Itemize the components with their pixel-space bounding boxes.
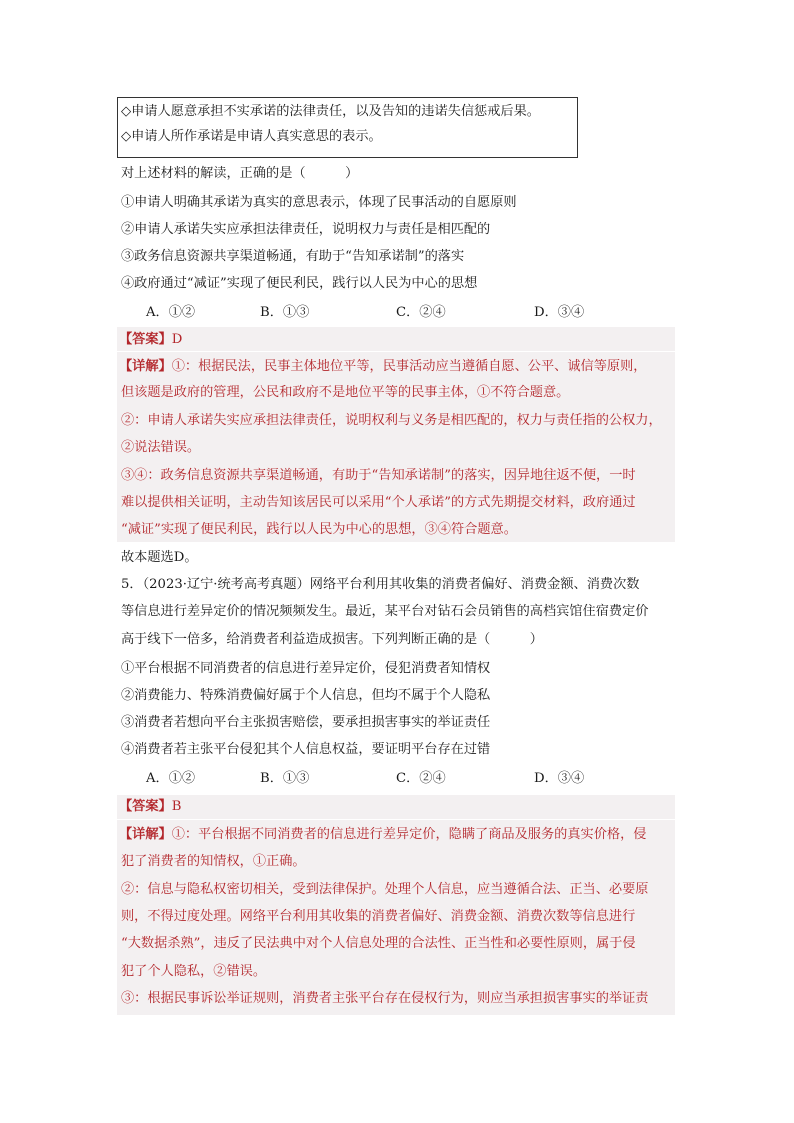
conclusion: 故本题选D。 <box>121 550 198 565</box>
detail-text: ①：根据民法，民事主体地位平等，民事活动应当遵循自愿、公平、诚信等原则， <box>171 359 647 374</box>
detail-line: ③：根据民事诉讼举证规则，消费者主张平台存在侵权行为，则应当承担损害事实的举证责 <box>121 991 649 1006</box>
answer-tag: 【答案】 <box>119 799 172 814</box>
statement: ④消费者若主张平台侵犯其个人信息权益，要证明平台存在过错 <box>121 742 491 757</box>
answer-highlight <box>117 327 675 351</box>
statement: ③消费者若想向平台主张损害赔偿，要承担损害事实的举证责任 <box>121 715 491 730</box>
detail-line <box>119 358 647 376</box>
option-b: B．①③ <box>260 305 310 320</box>
statement: ③政务信息资源共享渠道畅通，有助于“告知承诺制”的落实 <box>121 249 465 264</box>
statement: ④政府通过“减证”实现了便民利民，践行以人民为中心的思想 <box>121 276 478 291</box>
option-d: D．③④ <box>534 305 585 320</box>
question-stem: 等信息进行差异定价的情况频频发生。最近，某平台对钻石会员销售的高档宾馆住宿费定价 <box>121 604 649 619</box>
answer-line <box>119 798 181 816</box>
detail-line: “大数据杀熟”，违反了民法典中对个人信息处理的合法性、正当性和必要性原则，属于侵 <box>121 936 636 951</box>
detail-line: 则，不得过度处理。网络平台利用其收集的消费者偏好、消费金额、消费次数等信息进行 <box>121 909 636 924</box>
detail-line: ③④：政务信息资源共享渠道畅通，有助于“告知承诺制”的落实，因异地往返不便，一时 <box>121 468 636 483</box>
detail-text: ①：平台根据不同消费者的信息进行差异定价，隐瞒了商品及服务的真实价格，侵 <box>171 827 647 842</box>
answer-value: B <box>171 799 182 814</box>
statement: ①平台根据不同消费者的信息进行差异定价，侵犯消费者知情权 <box>121 661 491 676</box>
detail-line: ②：申请人承诺失实应承担法律责任，说明权利与义务是相匹配的，权力与责任指的公权力， <box>121 413 662 428</box>
statement: ②消费能力、特殊消费偏好属于个人信息，但均不属于个人隐私 <box>121 688 491 703</box>
detail-tag: 【详解】 <box>119 359 172 374</box>
detail-line: 但该题是政府的管理，公民和政府不是地位平等的民事主体，①不符合题意。 <box>121 385 570 400</box>
option-a: A．①② <box>146 771 196 786</box>
option-b: B．①③ <box>260 771 310 786</box>
detail-line: 难以提供相关证明，主动告知该居民可以采用“个人承诺”的方式先期提交材料，政府通过 <box>121 495 636 510</box>
statement: ①申请人明确其承诺为真实的意思表示，体现了民事活动的自愿原则 <box>121 195 517 210</box>
detail-line: 犯了个人隐私，②错误。 <box>121 964 267 979</box>
option-c: C．②④ <box>396 771 446 786</box>
answer-value: D <box>171 332 183 347</box>
detail-tag: 【详解】 <box>119 827 172 842</box>
detail-line <box>119 826 647 844</box>
detail-line: 犯了消费者的知情权，①正确。 <box>121 854 306 869</box>
question-stem: 对上述材料的解读，正确的是（ ） <box>121 166 359 181</box>
answer-tag: 【答案】 <box>119 332 172 347</box>
question-stem: 5．（2023·辽宁·统考高考真题）网络平台利用其收集的消费者偏好、消费金额、消费次数 <box>121 577 640 592</box>
detail-line: ②说法错误。 <box>121 440 201 455</box>
material-line: ◇申请人所作承诺是申请人真实意思的表示。 <box>121 129 382 144</box>
question-stem: 高于线下一倍多，给消费者利益造成损害。下列判断正确的是（ ） <box>121 632 543 647</box>
option-d: D．③④ <box>534 771 585 786</box>
option-a: A．①② <box>146 305 196 320</box>
detail-highlight <box>117 352 675 542</box>
answer-line <box>119 331 182 349</box>
option-c: C．②④ <box>396 305 446 320</box>
detail-line: ②：信息与隐私权密切相关，受到法律保护。处理个人信息，应当遵循合法、正当、必要原 <box>121 882 649 897</box>
material-line: ◇申请人愿意承担不实承诺的法律责任，以及告知的违诺失信惩戒后果。 <box>121 104 540 119</box>
detail-line: “减证”实现了便民利民，践行以人民为中心的思想，③④符合题意。 <box>121 522 517 537</box>
statement: ②申请人承诺失实应承担法律责任，说明权力与责任是相匹配的 <box>121 222 491 237</box>
answer-highlight <box>117 795 675 819</box>
